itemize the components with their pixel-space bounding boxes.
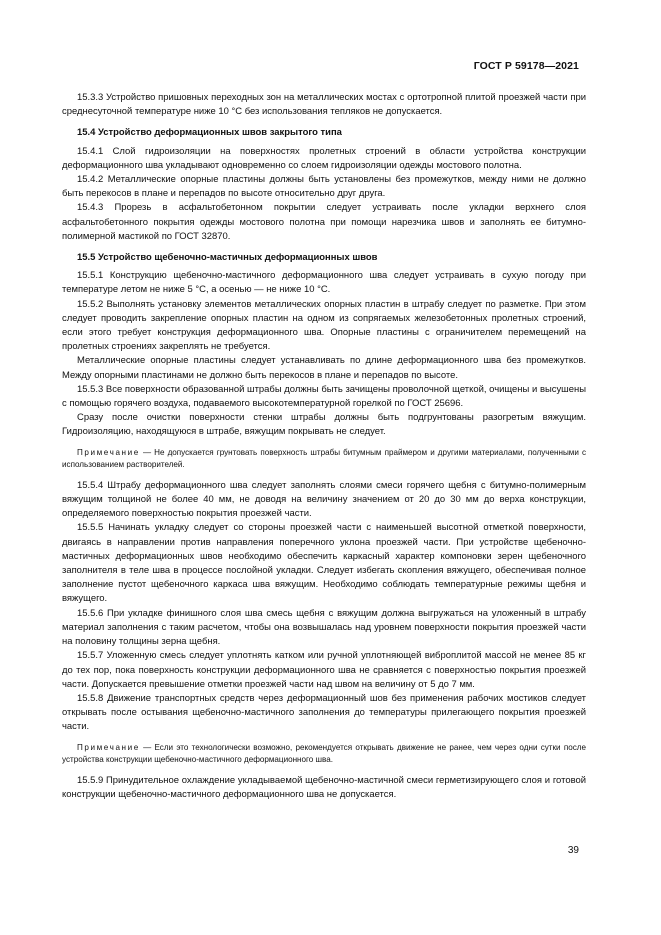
paragraph-15-5-5: 15.5.5 Начинать укладку следует со стороны проезжей части с наименьшей высотной отметкой поверхности, двигаясь в направлении против направления поперечного уклона проезжей части. При устройстве щебеночно-мастичных деформационных швов необходимо обеспечить каркасный характер компоновки зерен щебеночного заполнителя в теле шва в процессе послойной укладки. Следует избегать скопления вяжущего, обеспечивая полное заполнение пустот щебеночного каркаса шва вяжущим. Необходимо соблюдать температурные режимы щебня и вяжущего. bbox=[62, 522, 586, 605]
note-1 bbox=[62, 447, 586, 472]
note-1-text: — Не допускается грунтовать поверхность штрабы битумным праймером и другими материалами, полученными с использованием растворителей. bbox=[62, 447, 586, 470]
paragraph-15-5-2-continued: Металлические опорные пластины следует устанавливать по длине деформационного шва без промежутков. Между опорными пластинами не должно быть перекосов в плане и перепадов по высоте. bbox=[62, 355, 586, 381]
note-2 bbox=[62, 742, 586, 767]
page-number: 39 bbox=[567, 845, 579, 856]
document-header: ГОСТ Р 59178—2021 bbox=[473, 60, 579, 72]
paragraph-15-5-9: 15.5.9 Принудительное охлаждение укладываемой щебеночно-мастичной смеси герметизирующего слоя и готовой конструкции щебеночно-мастичного деформационного шва не допускается. bbox=[62, 774, 586, 800]
section-heading-15-4: 15.4 Устройство деформационных швов закрытого типа bbox=[77, 127, 342, 139]
section-heading-15-5: 15.5 Устройство щебеночно-мастичных деформационных швов bbox=[77, 252, 378, 264]
paragraph-15-4-3: 15.4.3 Прорезь в асфальтобетонном покрытии следует устраивать после укладки верхнего слоя асфальтобетонного покрытия одежды мостового полотна при помощи нарезчика швов и заполнять ее битумно-полимерной мастикой по ГОСТ 32870. bbox=[62, 202, 586, 242]
paragraph-15-5-8: 15.5.8 Движение транспортных средств через деформационный шов без применения рабочих мостиков следует открывать после остывания щебеночно-мастичного заполнения до температуры прилегающего покрытия проезжей части. bbox=[62, 692, 586, 733]
paragraph-15-5-3: 15.5.3 Все поверхности образованной штрабы должны быть зачищены проволочной щеткой, очищены и высушены с помощью горячего воздуха, подаваемого высокотемпературной горелкой по ГОСТ 25696. bbox=[62, 383, 586, 410]
paragraph-15-5-3-continued: Сразу после очистки поверхности стенки штрабы должны быть подгрунтованы разогретым вяжущим. Гидроизоляцию, находящуюся в штрабе, вяжущим покрывать не следует. bbox=[62, 412, 586, 438]
paragraph-15-5-4: 15.5.4 Штрабу деформационного шва следует заполнять слоями смеси горячего щебня с битумно-полимерным вяжущим толщиной не более 40 мм, не доводя на величину значением от 20 до 30 мм до верха конструкции, определяемого поверхностью покрытия проезжей части. bbox=[62, 479, 586, 520]
paragraph-15-3-3: 15.3.3 Устройство пришовных переходных зон на металлических мостах с ортотропной плитой проезжей части при среднесуточной температуре ниже 10 °С без использования тепляков не допускается. bbox=[62, 92, 586, 118]
paragraph-15-4-2: 15.4.2 Металлические опорные пластины должны быть установлены без промежутков, между ними не должно быть перекосов в плане и перепадов по высоте относительно друг друга. bbox=[62, 174, 586, 200]
note-2-text: — Если это технологически возможно, рекомендуется открывать движение не ранее, чем через одни сутки после устройства конструкции щебеночно-мастичного деформационного шва. bbox=[62, 742, 586, 765]
paragraph-15-5-2: 15.5.2 Выполнять установку элементов металлических опорных пластин в штрабу следует по разметке. При этом следует проводить закрепление опорных пластин на одном из сопрягаемых железобетонных пролетных строений, если этого требует конструкция деформационного шва. Опорные пластины с ограничителем перемещений на пролетных строениях закреплять не требуется. bbox=[62, 298, 586, 353]
note-2-label: Примечание bbox=[77, 742, 140, 752]
paragraph-15-4-1: 15.4.1 Слой гидроизоляции на поверхностях пролетных строений в области устройства конструкции деформационного шва укладывают одновременно со слоем гидроизоляции одежды мостового полотна. bbox=[62, 145, 586, 171]
paragraph-15-5-1: 15.5.1 Конструкцию щебеночно-мастичного деформационного шва следует устраивать в сухую погоду при температуре летом не ниже 5 °С, а осенью — не ниже 10 °С. bbox=[62, 270, 586, 296]
paragraph-15-5-6: 15.5.6 При укладке финишного слоя шва смесь щебня с вяжущим должна выгружаться на уложенный в штрабу материал заполнения с таким расчетом, чтобы она возвышалась над уровнем поверхности покрытия проезжей части на половину толщины зерна щебня. bbox=[62, 607, 586, 648]
document-body bbox=[62, 91, 586, 802]
paragraph-15-5-7: 15.5.7 Уложенную смесь следует уплотнять катком или ручной уплотняющей виброплитой массой не менее 85 кг до тех пор, пока поверхность конструкции деформационного шва не сравняется с поверхностью покрытия проезжей части. Допускается превышение отметки проезжей части над швом на величину от 5 до 7 мм. bbox=[62, 650, 586, 690]
note-1-label: Примечание bbox=[77, 447, 140, 457]
